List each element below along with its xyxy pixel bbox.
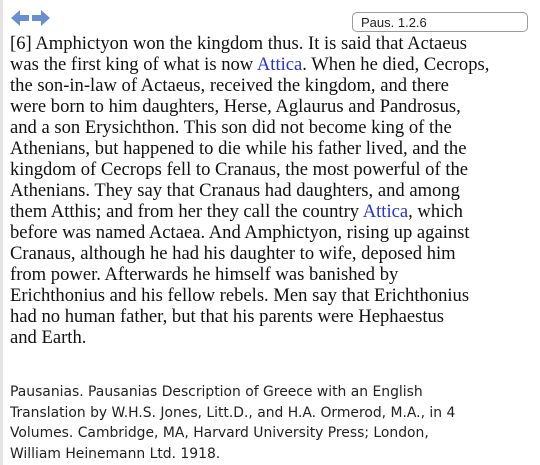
- passage-segment: Athenians. They say that Cranaus had daughters, and among: [10, 180, 460, 201]
- citation-line: Pausanias. Pausanias Description of Greece with an English: [10, 384, 423, 400]
- reference-field[interactable]: [352, 12, 528, 32]
- passage-line: [10, 243, 538, 264]
- passage-segment: Athenians, but happened to die while his father lived, and the: [10, 138, 467, 159]
- passage-segment: , which: [408, 201, 463, 222]
- passage-line: [10, 159, 538, 180]
- arrow-right-icon[interactable]: [32, 10, 50, 26]
- passage-segment: . When he died, Cecrops,: [302, 54, 490, 75]
- passage-segment: and Earth.: [10, 327, 87, 348]
- citation-text: [10, 382, 538, 464]
- passage-line: [10, 222, 538, 243]
- passage-text: [10, 33, 538, 348]
- attica-link[interactable]: Attica: [362, 201, 409, 222]
- navigation-toolbar: [0, 6, 540, 32]
- passage-segment: them Atthis; and from her they call the country: [10, 201, 363, 222]
- passage-segment: and a son Erysichthon. This son did not become king of the: [10, 117, 452, 138]
- passage-line: [10, 75, 538, 96]
- left-margin-rule: [0, 0, 3, 465]
- passage-segment: Cranaus, although he had his daughter to wife, deposed him: [10, 243, 456, 264]
- passage-line: [10, 138, 538, 159]
- passage-line: [10, 201, 538, 222]
- attica-link[interactable]: Attica: [256, 54, 303, 75]
- passage-line: [10, 117, 538, 138]
- passage-segment: before was named Actaea. And Amphictyon, rising up against: [10, 222, 470, 243]
- passage-line: [10, 54, 538, 75]
- arrow-left-icon[interactable]: [11, 10, 29, 26]
- passage-line: [10, 96, 538, 117]
- passage-line: [10, 180, 538, 201]
- passage-segment: were born to him daughters, Herse, Aglaurus and Pandrosus,: [10, 96, 461, 117]
- passage-segment: from power. Afterwards he himself was banished by: [10, 264, 399, 285]
- passage-line: [10, 327, 538, 348]
- passage-segment: kingdom of Cecrops fell to Cranaus, the most powerful of the: [10, 159, 469, 180]
- citation-line: Translation by W.H.S. Jones, Litt.D., and H.A. Ormerod, M.A., in 4: [10, 404, 456, 421]
- passage-segment: the son-in-law of Actaeus, received the kingdom, and there: [10, 75, 449, 96]
- passage-segment: [6] Amphictyon won the kingdom thus. It is said that Actaeus: [10, 33, 468, 54]
- passage-line: [10, 264, 538, 285]
- passage-segment: Erichthonius and his fellow rebels. Men say that Erichthonius: [10, 285, 470, 306]
- passage-line: [10, 306, 538, 327]
- citation-line: William Heinemann Ltd. 1918.: [10, 445, 221, 462]
- passage-line: [10, 285, 538, 306]
- passage-segment: was the first king of what is now: [10, 54, 257, 75]
- passage-line: [10, 33, 538, 54]
- passage-segment: had no human father, but that his parents were Hephaestus: [10, 306, 445, 327]
- citation-line: Volumes. Cambridge, MA, Harvard University Press; London,: [10, 425, 429, 441]
